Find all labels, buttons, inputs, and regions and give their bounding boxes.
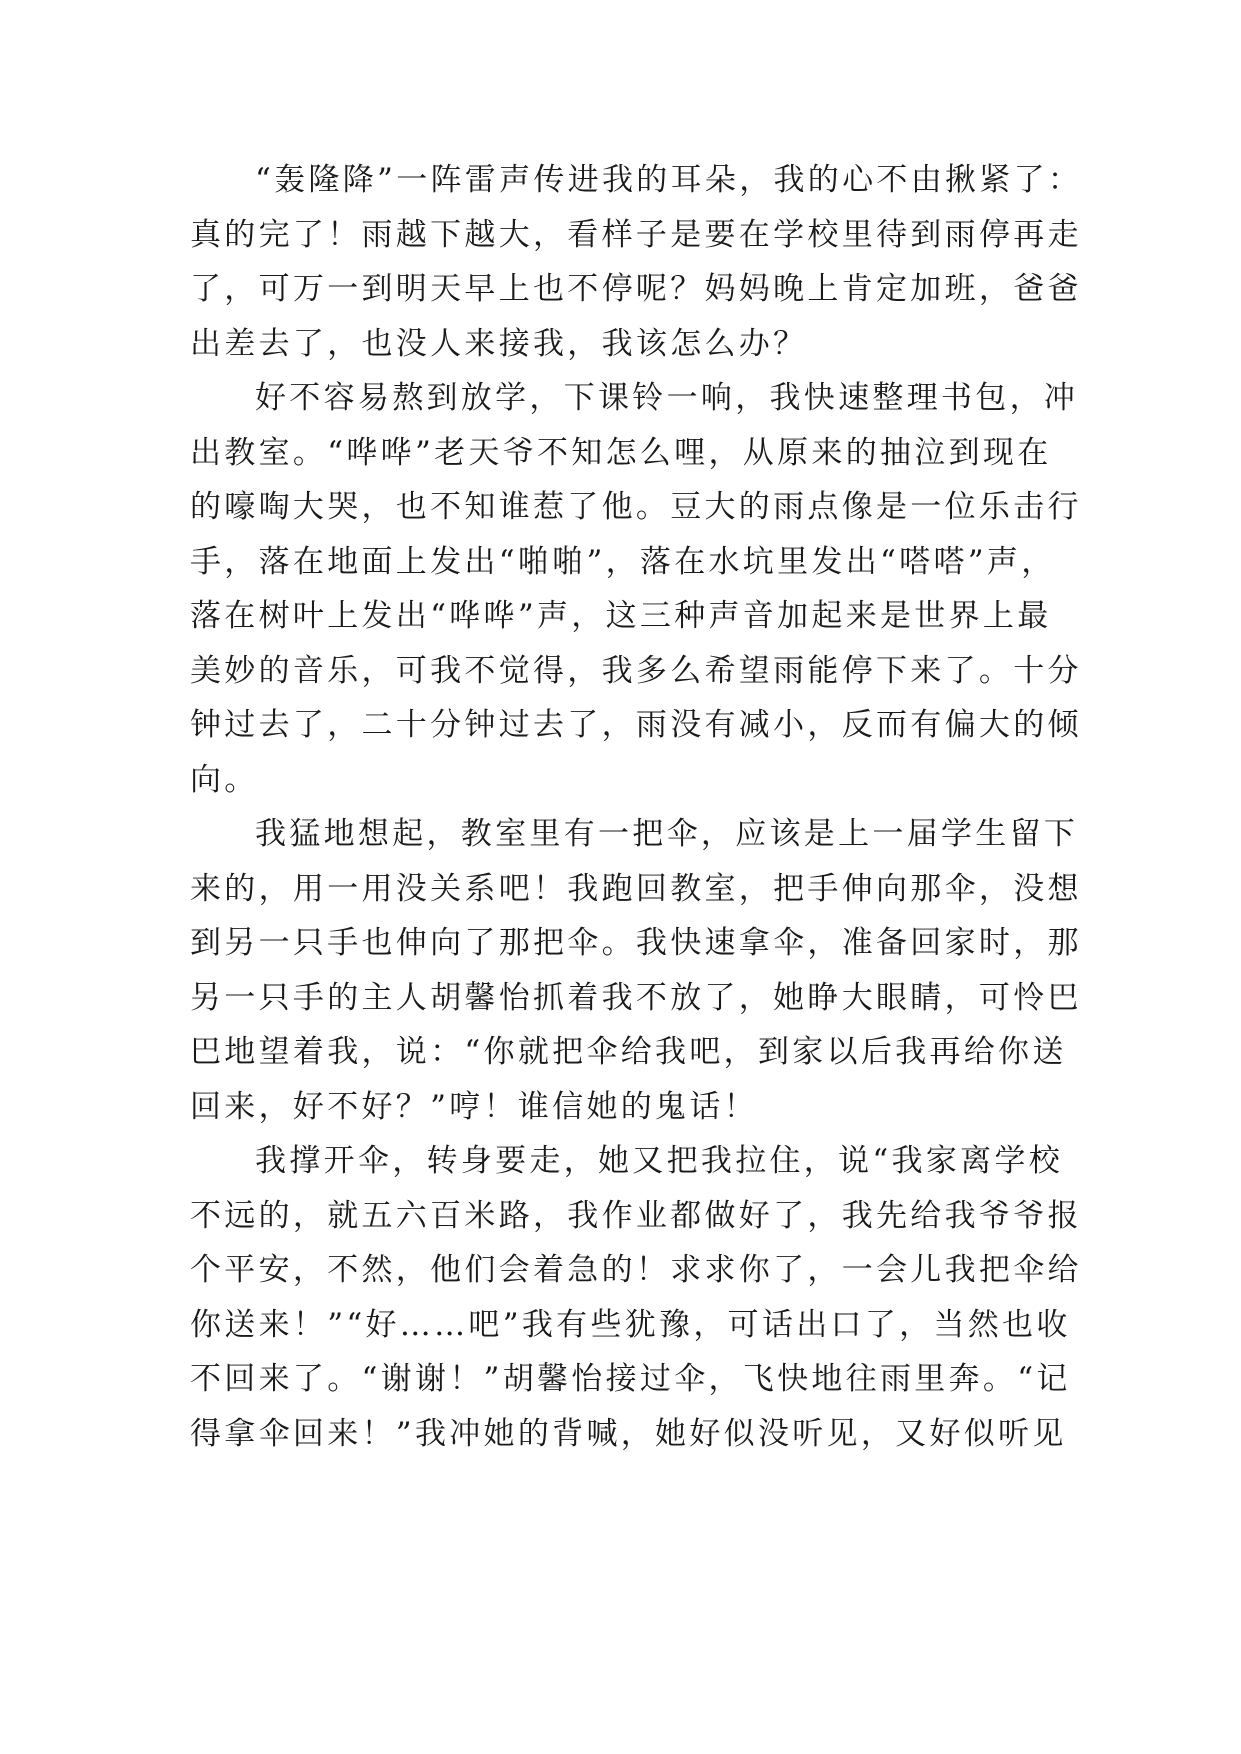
- text-line: 的嚎啕大哭，也不知谁惹了他。豆大的雨点像是一位乐击行: [190, 489, 1082, 525]
- text-line: 出差去了，也没人来接我，我该怎么办？: [190, 325, 808, 362]
- text-line: 得拿伞回来！”我冲她的背喊，她好似没听见，又好似听见: [190, 1415, 1067, 1452]
- text-line: 美妙的音乐，可我不觉得，我多么希望雨能停下来了。十分: [190, 652, 1082, 689]
- text-line: 出教室。“哗哗”老天爷不知怎么哩，从原来的抽泣到现在: [190, 434, 1052, 471]
- text-line: 不回来了。“谢谢！”胡馨怡接过伞，飞快地往雨里奔。“记: [190, 1361, 1071, 1397]
- text-line: 到另一只手也伸向了那把伞。我快速拿伞，准备回家时，那: [190, 925, 1082, 961]
- text-line: 来的，用一用没关系吧！我跑回教室，把手伸向那伞，没想: [190, 870, 1082, 907]
- paragraph-first-line: “轰隆降”一阵雷声传进我的耳朵，我的心不由揪紧了：: [255, 162, 1083, 198]
- text-line: 向。: [190, 761, 259, 798]
- text-line: 另一只手的主人胡馨怡抓着我不放了，她睁大眼睛，可怜巴: [190, 979, 1082, 1016]
- text-line: 个平安，不然，他们会着急的！求求你了，一会儿我把伞给: [190, 1252, 1082, 1288]
- paragraph-first-line: 好不容易熬到放学，下课铃一响，我快速整理书包，冲: [255, 380, 1079, 416]
- text-line: 真的完了！雨越下越大，看样子是要在学校里待到雨停再走: [190, 216, 1082, 253]
- text-line: 回来，好不好？”哼！谁信她的鬼话！: [190, 1088, 758, 1125]
- body-text: [190, 153, 1083, 1461]
- text-line: 了，可万一到明天早上也不停呢？妈妈晚上肯定加班，爸爸: [190, 271, 1082, 307]
- paragraph-first-line: 我猛地想起，教室里有一把伞，应该是上一届学生留下: [255, 816, 1079, 852]
- paragraph-first-line: 我撑开伞，转身要走，她又把我拉住，说“我家离学校: [255, 1143, 1064, 1179]
- text-line: 手，落在地面上发出“啪啪”，落在水坑里发出“嗒嗒”声，: [190, 543, 1056, 580]
- text-line: 你送来！”“好……吧”我有些犹豫，可话出口了，当然也收: [190, 1306, 1071, 1343]
- text-line: 落在树叶上发出“哗哗”声，这三种声音加起来是世界上最: [190, 598, 1052, 634]
- text-line: 巴地望着我，说：“你就把伞给我吧，到家以后我再给你送: [190, 1034, 1067, 1070]
- text-line: 钟过去了，二十分钟过去了，雨没有减小，反而有偏大的倾: [190, 707, 1082, 743]
- text-line: 不远的，就五六百米路，我作业都做好了，我先给我爷爷报: [190, 1197, 1082, 1234]
